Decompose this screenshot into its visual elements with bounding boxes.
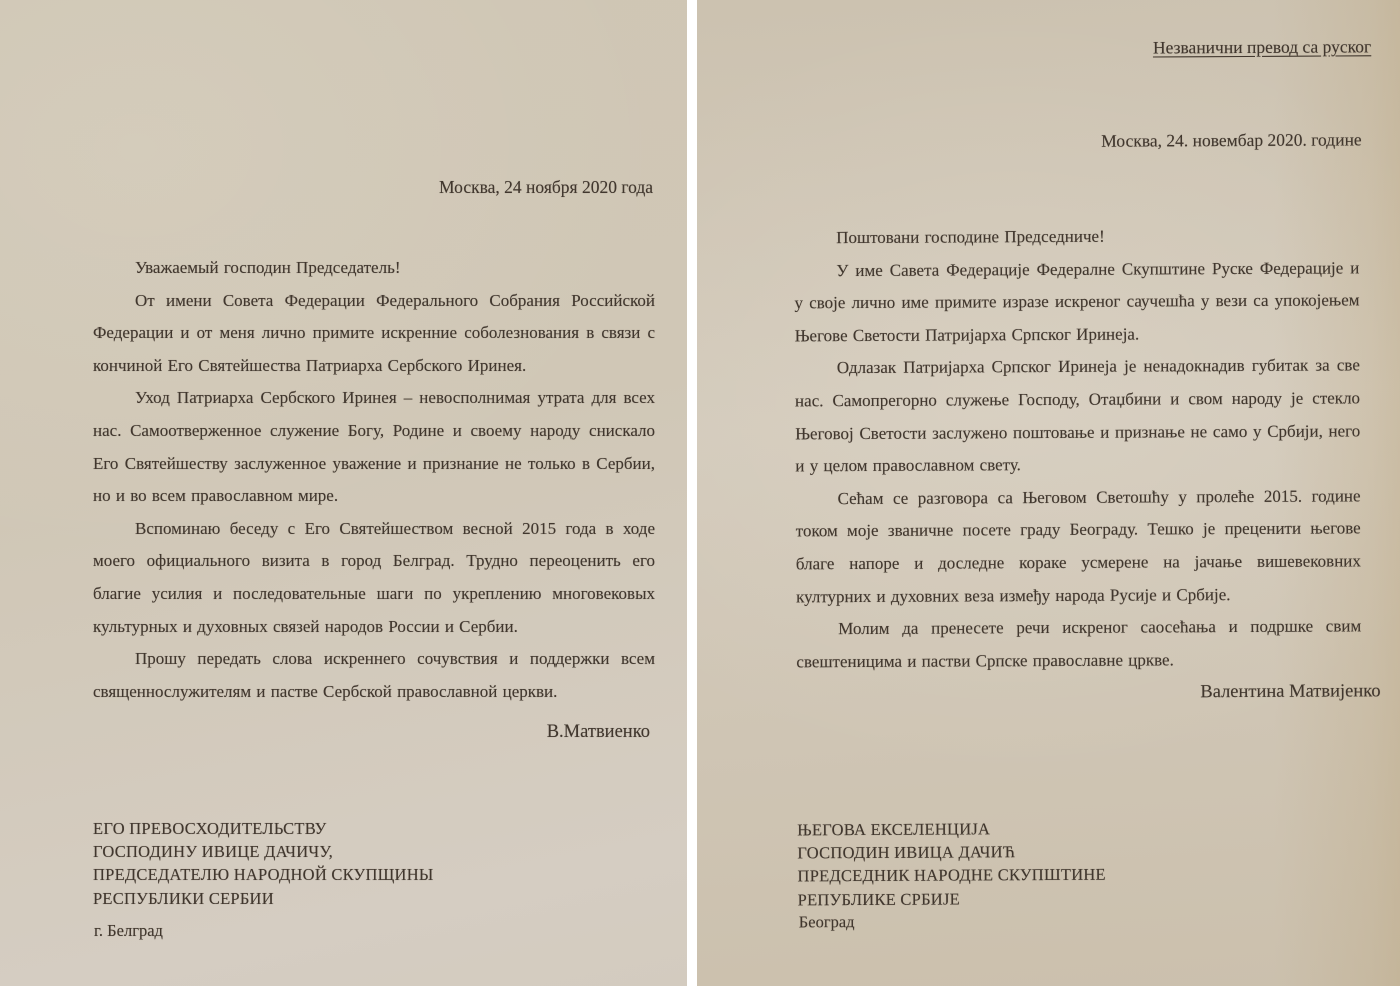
address-line: ПРЕДСЕДНИК НАРОДНЕ СКУПШТИНЕ (797, 865, 1106, 886)
address-line: ЕГО ПРЕВОСХОДИТЕЛЬСТВУ (93, 819, 327, 838)
body-paragraph: Сећам се разговора са Његовом Светошћу у пролеће 2015. године током моје званичне посете граду Београду. Тешко је преценити његове благе напоре и доследне кораке усмерене на јачање вишевековних културних и духовних веза између народа Русије и Србије. (795, 486, 1361, 606)
salutation: Уважаемый господин Председатель! (135, 258, 401, 277)
body-paragraph: Прошу передать слова искреннего сочувствия и поддержки всем священнослужителям и пастве Сербской православной церкви. (93, 649, 655, 701)
address-line: РЕСПУБЛИКИ СЕРБИИ (93, 888, 274, 908)
address-line: ГОСПОДИНУ ИВИЦЕ ДАЧИЧУ, (93, 842, 334, 862)
page-divider (687, 0, 697, 986)
address-line: ПРЕДСЕДАТЕЛЮ НАРОДНОЙ СКУПЩИНЫ (93, 865, 434, 885)
address-line: ГОСПОДИН ИВИЦА ДАЧИЋ (797, 842, 1016, 863)
body-paragraph: Вспоминаю беседу с Его Святейшеством весной 2015 года в ходе моего официального визита в город Белград. Трудно переоценить его благие усилия и последовательные шаги по укреплению многовековых культурных и духовных связей народов России и Сербии. (93, 518, 655, 636)
city: г. Белград (94, 921, 163, 940)
recipient-address (797, 817, 1106, 911)
address-line: ЊЕГОВА ЕКСЕЛЕНЦИЈА (797, 819, 991, 840)
letter-body (93, 252, 655, 708)
dateline: Москва, 24. новембар 2020. године (1101, 129, 1362, 151)
body-paragraph: От имени Совета Федерации Федерального Собрания Российской Федерации и от меня лично примите искренние соболезнования в связи с кончиной Его Святейшества Патриарха Сербского Иринея. (93, 290, 655, 375)
address-line: РЕПУБЛИКЕ СРБИЈЕ (797, 889, 961, 909)
page-content (697, 0, 1400, 986)
body-paragraph: Одлазак Патријарха Српског Иринеја је ненадокнадив губитак за све нас. Самопрегорно служење Господу, Отаџбини и свом народу је стекло Његовој Светости заслужено поштовање и признање не само у Србији, него и у целом православном свету. (794, 355, 1361, 476)
signature: Валентина Матвијенко (1200, 681, 1381, 703)
signature: В.Матвиенко (546, 722, 650, 742)
salutation: Поштовани господине Председниче! (836, 226, 1105, 248)
dateline: Москва, 24 ноября 2020 года (439, 177, 653, 197)
letter-page-russian (0, 0, 687, 986)
body-paragraph: Уход Патриарха Сербского Иринея – невосполнимая утрата для всех нас. Самоотверженное служение Богу, Родине и своему народу снискало Его Святейшеству заслуженное уважение и признание не только в Сербии, но и во всем православном мире. (93, 388, 655, 506)
letter-body (794, 219, 1361, 678)
letter-page-serbian (697, 0, 1400, 986)
city: Београд (798, 912, 855, 932)
translation-note: Незванични превод са руског (1152, 36, 1372, 58)
body-paragraph: У име Савета Федерације Федералне Скупштине Руске Федерације и у своје лично име примите изразе искреног саучешћа у вези са упокојењем Његове Светости Патријарха Српског Иринеја. (794, 257, 1360, 346)
recipient-address (93, 817, 434, 910)
body-paragraph: Молим да пренесете речи искреног саосећања и подршке свим свештеницима и пастви Српске православне цркве. (796, 616, 1362, 672)
